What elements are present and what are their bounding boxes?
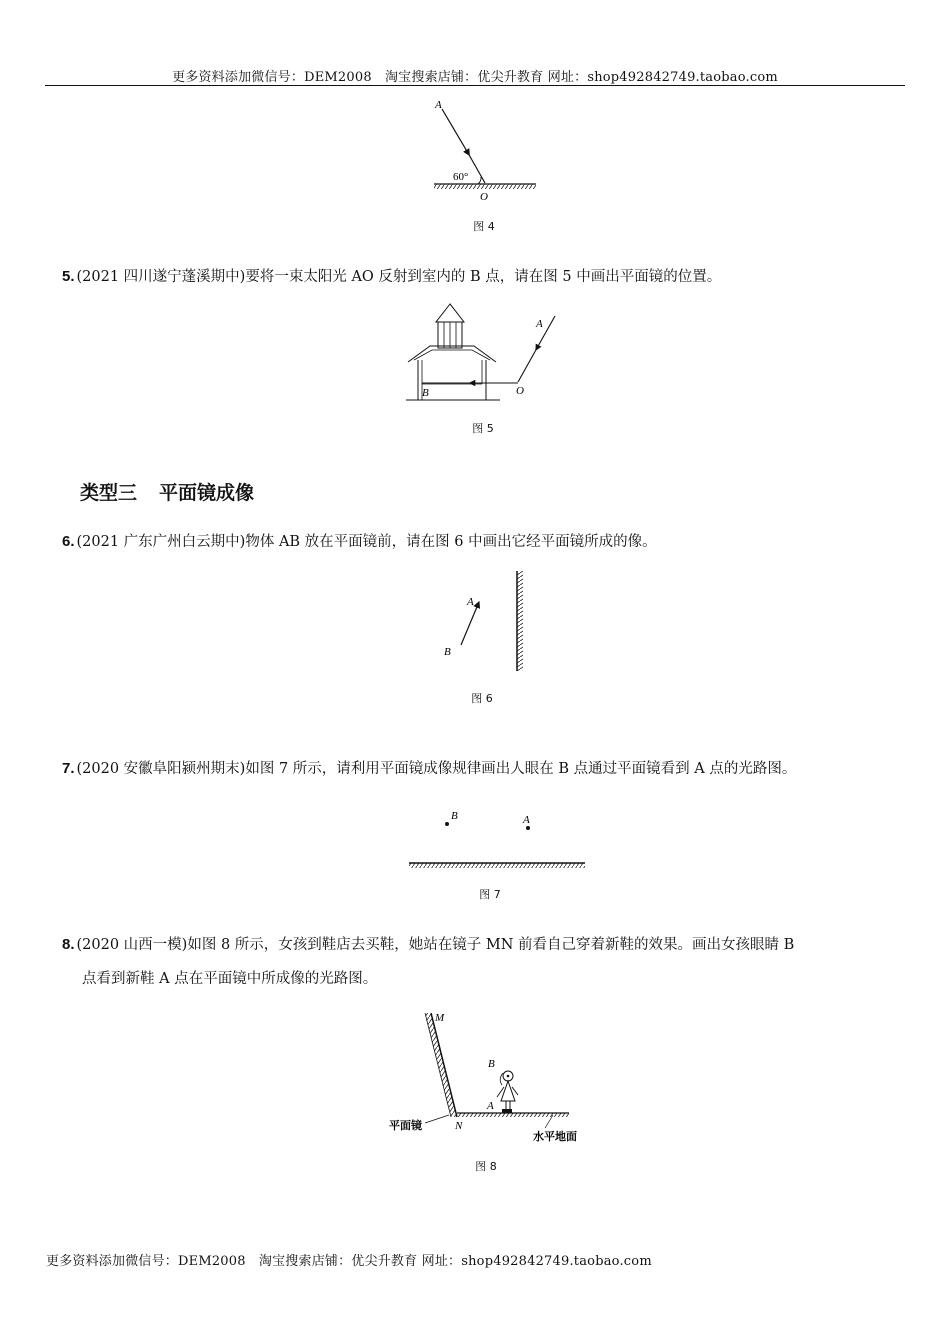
question-6-text: (2021 广东广州白云期中)物体 AB 放在平面镜前，请在图 6 中画出它经平面镜所成的像。 <box>76 534 657 550</box>
fig8-mirror-mn <box>431 1013 457 1117</box>
question-6 <box>62 525 892 559</box>
question-8-number: 8. <box>62 936 75 953</box>
fig4-label-o: O <box>480 191 488 203</box>
question-8-line2: 点看到新鞋 A 点在平面镜中所成像的光路图。 <box>82 971 378 987</box>
question-5-number: 5. <box>62 268 75 285</box>
figure-4-caption: 图 4 <box>473 220 495 233</box>
page-header: 更多资料添加微信号：DEM2008 淘宝搜索店铺：优尖升教育 网址：shop492842749.taobao.com <box>172 70 778 85</box>
figure-8 <box>385 1005 595 1150</box>
fig4-angle-label: 60° <box>453 171 469 183</box>
figure-7-caption: 图 7 <box>479 888 501 901</box>
section-heading <box>80 478 254 505</box>
question-7-text: (2020 安徽阜阳颍州期末)如图 7 所示，请利用平面镜成像规律画出人眼在 B 点通过平面镜看到 A 点的光路图。 <box>76 761 797 777</box>
fig8-ground-label: 水平地面 <box>533 1130 577 1143</box>
figure-8-caption: 图 8 <box>475 1160 497 1173</box>
question-5-text: (2021 四川遂宁蓬溪期中)要将一束太阳光 AO 反射到室内的 B 点，请在图 5 中画出平面镜的位置。 <box>76 269 722 285</box>
fig8-point-b <box>507 1075 510 1078</box>
fig7-label-a: A <box>523 814 530 826</box>
question-7 <box>62 752 892 786</box>
fig8-new-shoe <box>502 1109 512 1113</box>
section-title: 平面镜成像 <box>159 482 255 504</box>
fig8-label-a: A <box>487 1100 494 1112</box>
fig8-mirror-label: 平面镜 <box>389 1119 422 1132</box>
fig5-label-b: B <box>422 387 429 399</box>
section-label: 类型三 <box>80 482 138 504</box>
fig5-label-o: O <box>516 385 524 397</box>
question-6-number: 6. <box>62 533 75 550</box>
figure-5 <box>400 298 570 410</box>
fig8-label-b: B <box>488 1058 495 1070</box>
fig4-ray-arrow <box>442 109 468 153</box>
header-divider <box>45 85 905 86</box>
fig7-point-b <box>445 822 449 826</box>
fig4-angle-arc <box>478 177 481 184</box>
question-5 <box>62 260 892 294</box>
question-8 <box>62 928 892 996</box>
question-7-number: 7. <box>62 760 75 777</box>
figure-6 <box>430 565 530 677</box>
fig7-label-b: B <box>451 810 458 822</box>
fig7-point-a <box>526 826 530 830</box>
fig5-incident-ray <box>518 348 537 382</box>
fig8-label-n: N <box>455 1120 463 1132</box>
fig5-label-a: A <box>536 318 543 330</box>
fig4-ray <box>468 153 485 183</box>
fig6-label-a: A <box>467 596 474 608</box>
question-8-line1: (2020 山西一模)如图 8 所示，女孩到鞋店去买鞋，她站在镜子 MN 前看自己穿着新鞋的效果。画出女孩眼睛 B <box>76 937 795 953</box>
figure-4 <box>420 95 550 210</box>
fig6-object-ab <box>461 602 479 645</box>
figure-5-caption: 图 5 <box>472 422 494 435</box>
figure-7 <box>405 800 590 875</box>
fig8-label-m: M <box>435 1012 445 1024</box>
figure-6-caption: 图 6 <box>471 692 493 705</box>
fig4-label-a: A <box>435 99 442 111</box>
fig6-label-b: B <box>444 646 451 658</box>
page-footer: 更多资料添加微信号：DEM2008 淘宝搜索店铺：优尖升教育 网址：shop492842749.taobao.com <box>46 1254 652 1269</box>
